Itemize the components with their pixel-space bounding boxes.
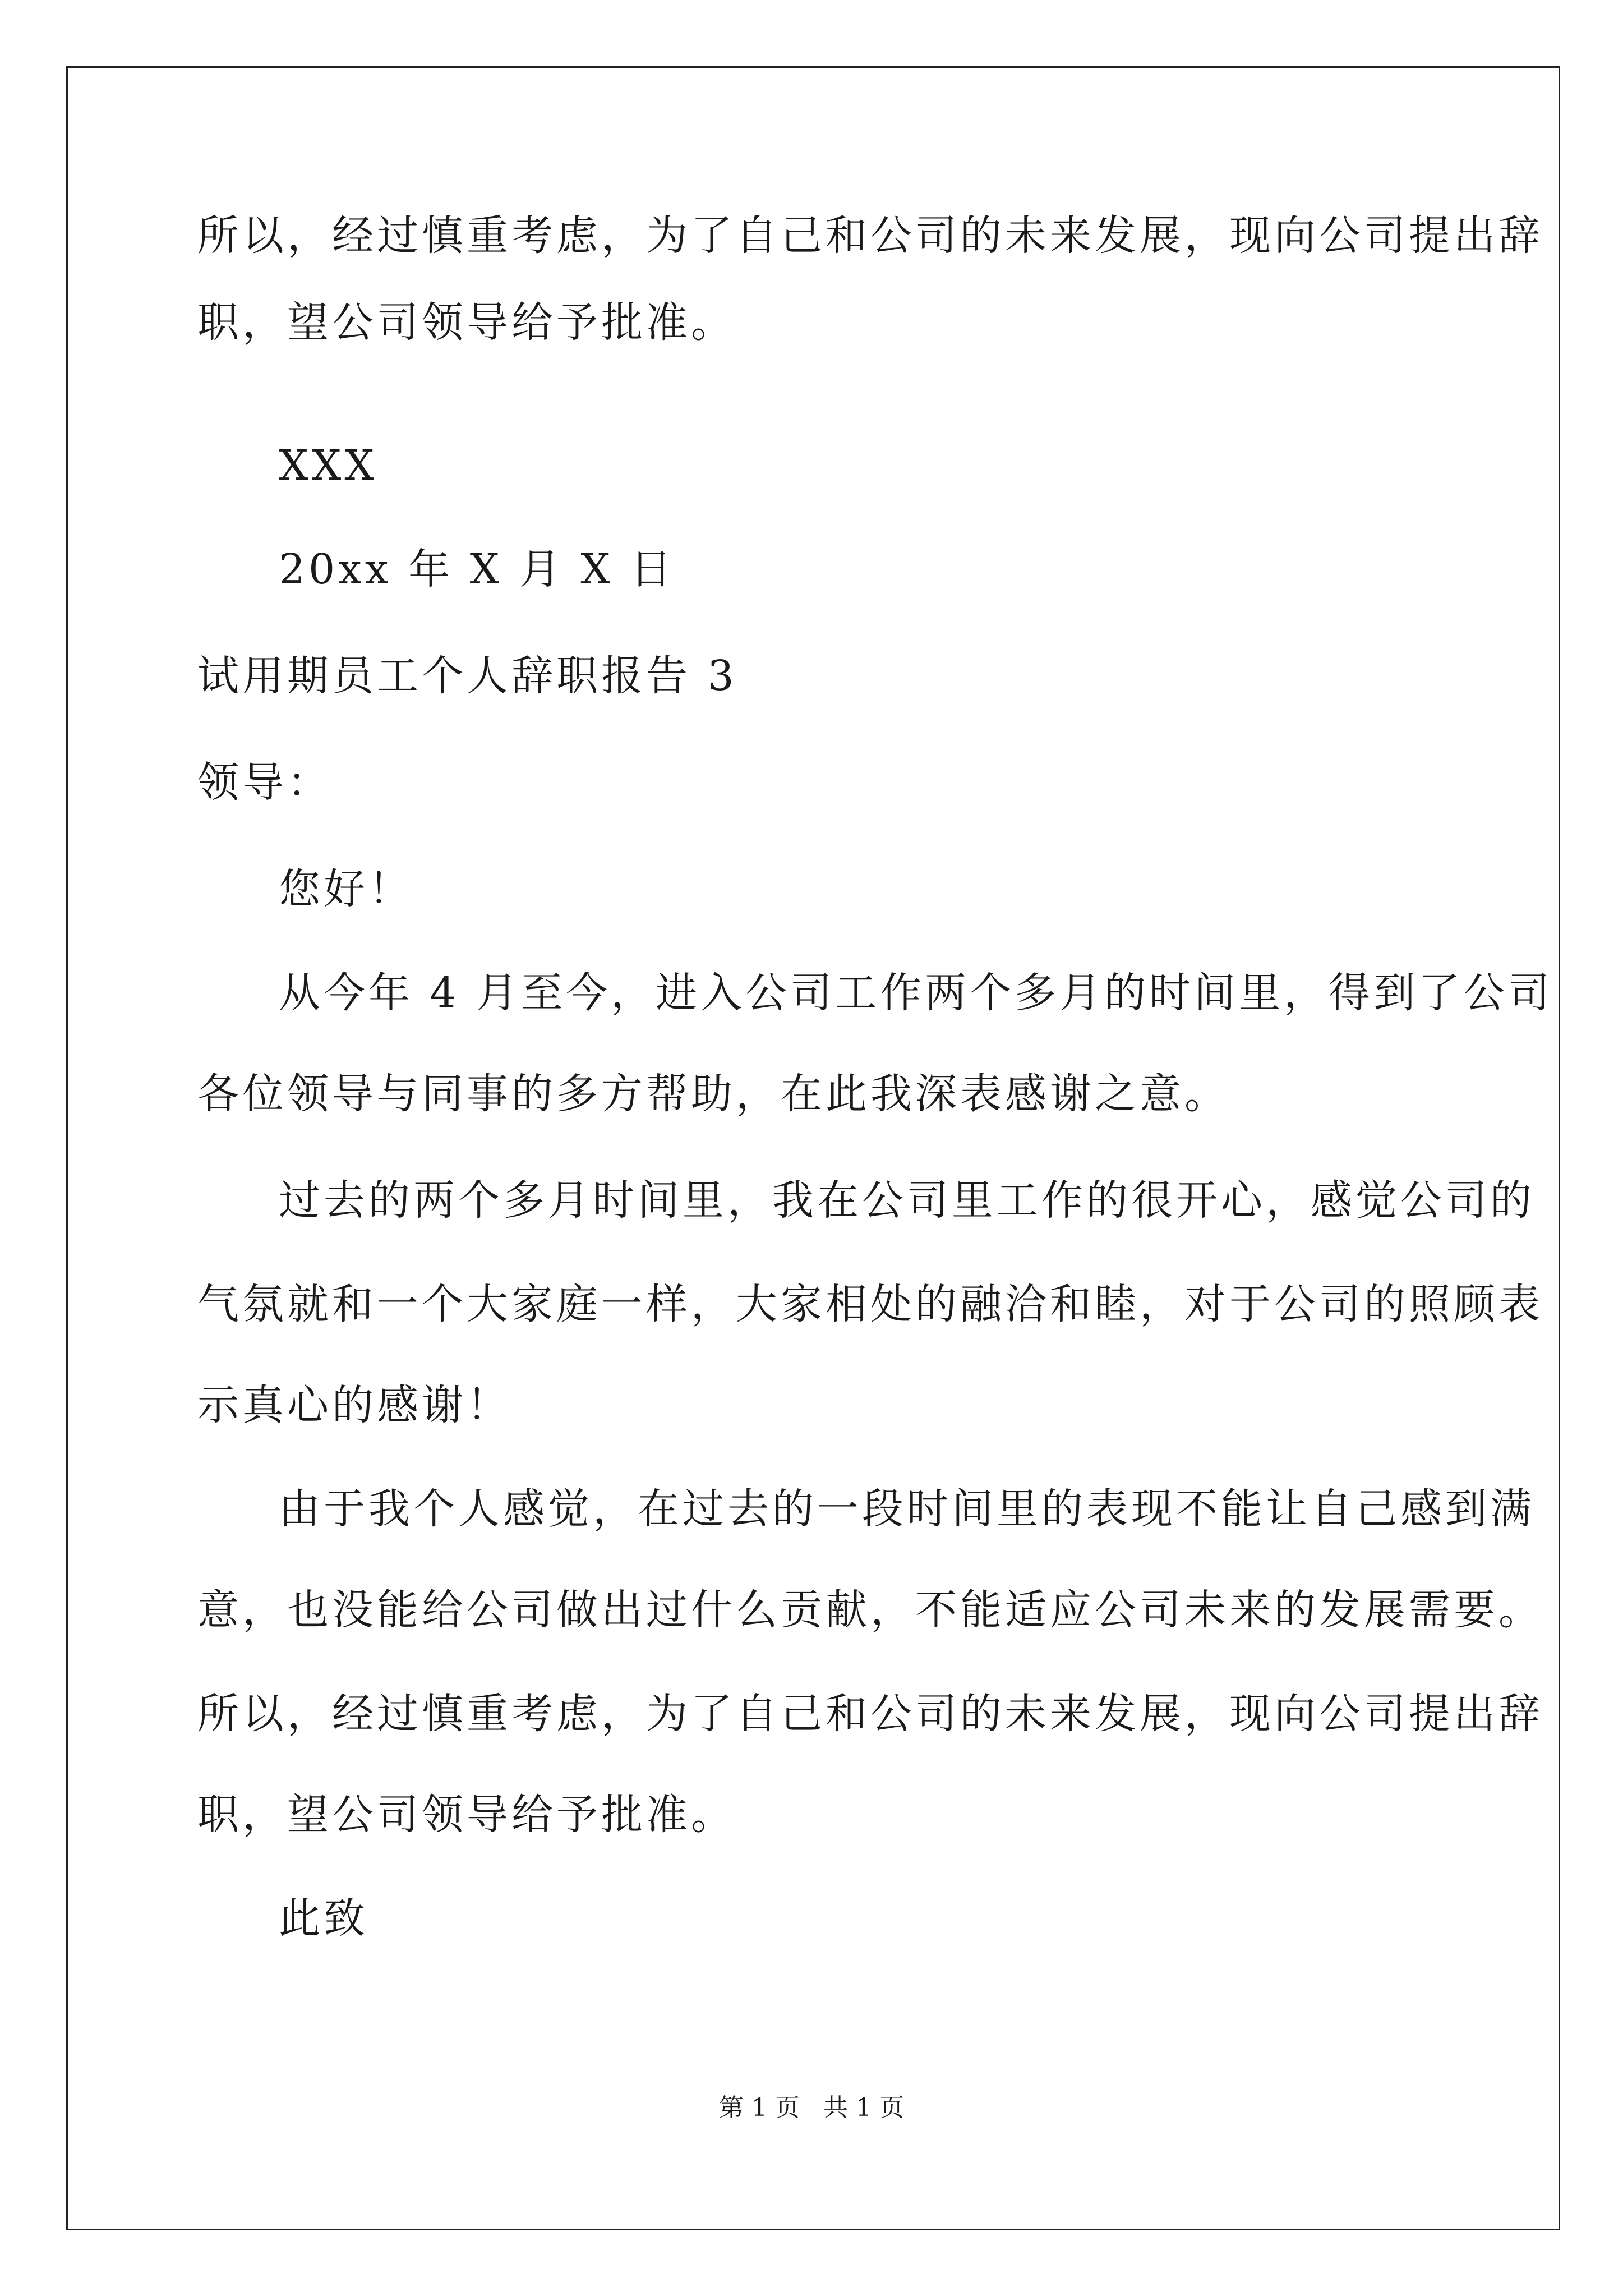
paragraph-line: 意，也没能给公司做出过什么贡献，不能适应公司未来的发展需要。 bbox=[197, 1586, 1543, 1634]
paragraph-line: 所以，经过慎重考虑，为了自己和公司的未来发展，现向公司提出辞 bbox=[197, 211, 1543, 260]
paragraph-line: 过去的两个多月时间里，我在公司里工作的很开心，感觉公司的 bbox=[279, 1176, 1535, 1225]
report-title: 试用期员工个人辞职报告 3 bbox=[197, 652, 737, 700]
paragraph-line: 由于我个人感觉，在过去的一段时间里的表现不能让自己感到满 bbox=[279, 1485, 1535, 1533]
paragraph-line: 职，望公司领导给予批准。 bbox=[197, 298, 736, 347]
paragraph-line: 从今年 4 月至今，进入公司工作两个多月的时间里，得到了公司 bbox=[279, 969, 1553, 1017]
salutation: 领导： bbox=[197, 758, 332, 807]
paragraph-line: 示真心的感谢！ bbox=[197, 1381, 511, 1429]
greeting: 您好！ bbox=[279, 865, 413, 913]
paragraph-line: 气氛就和一个大家庭一样，大家相处的融洽和睦，对于公司的照顾表 bbox=[197, 1280, 1543, 1328]
signature-date: 20xx 年 X 月 X 日 bbox=[279, 545, 675, 593]
paragraph-line: 职，望公司领导给予批准。 bbox=[197, 1791, 736, 1839]
signature-name: XXX bbox=[279, 441, 378, 490]
page-footer: 第 1 页 共 1 页 bbox=[719, 2093, 904, 2122]
closing: 此致 bbox=[279, 1894, 368, 1943]
paragraph-line: 各位领导与同事的多方帮助，在此我深表感谢之意。 bbox=[197, 1070, 1229, 1118]
paragraph-line: 所以，经过慎重考虑，为了自己和公司的未来发展，现向公司提出辞 bbox=[197, 1690, 1543, 1738]
